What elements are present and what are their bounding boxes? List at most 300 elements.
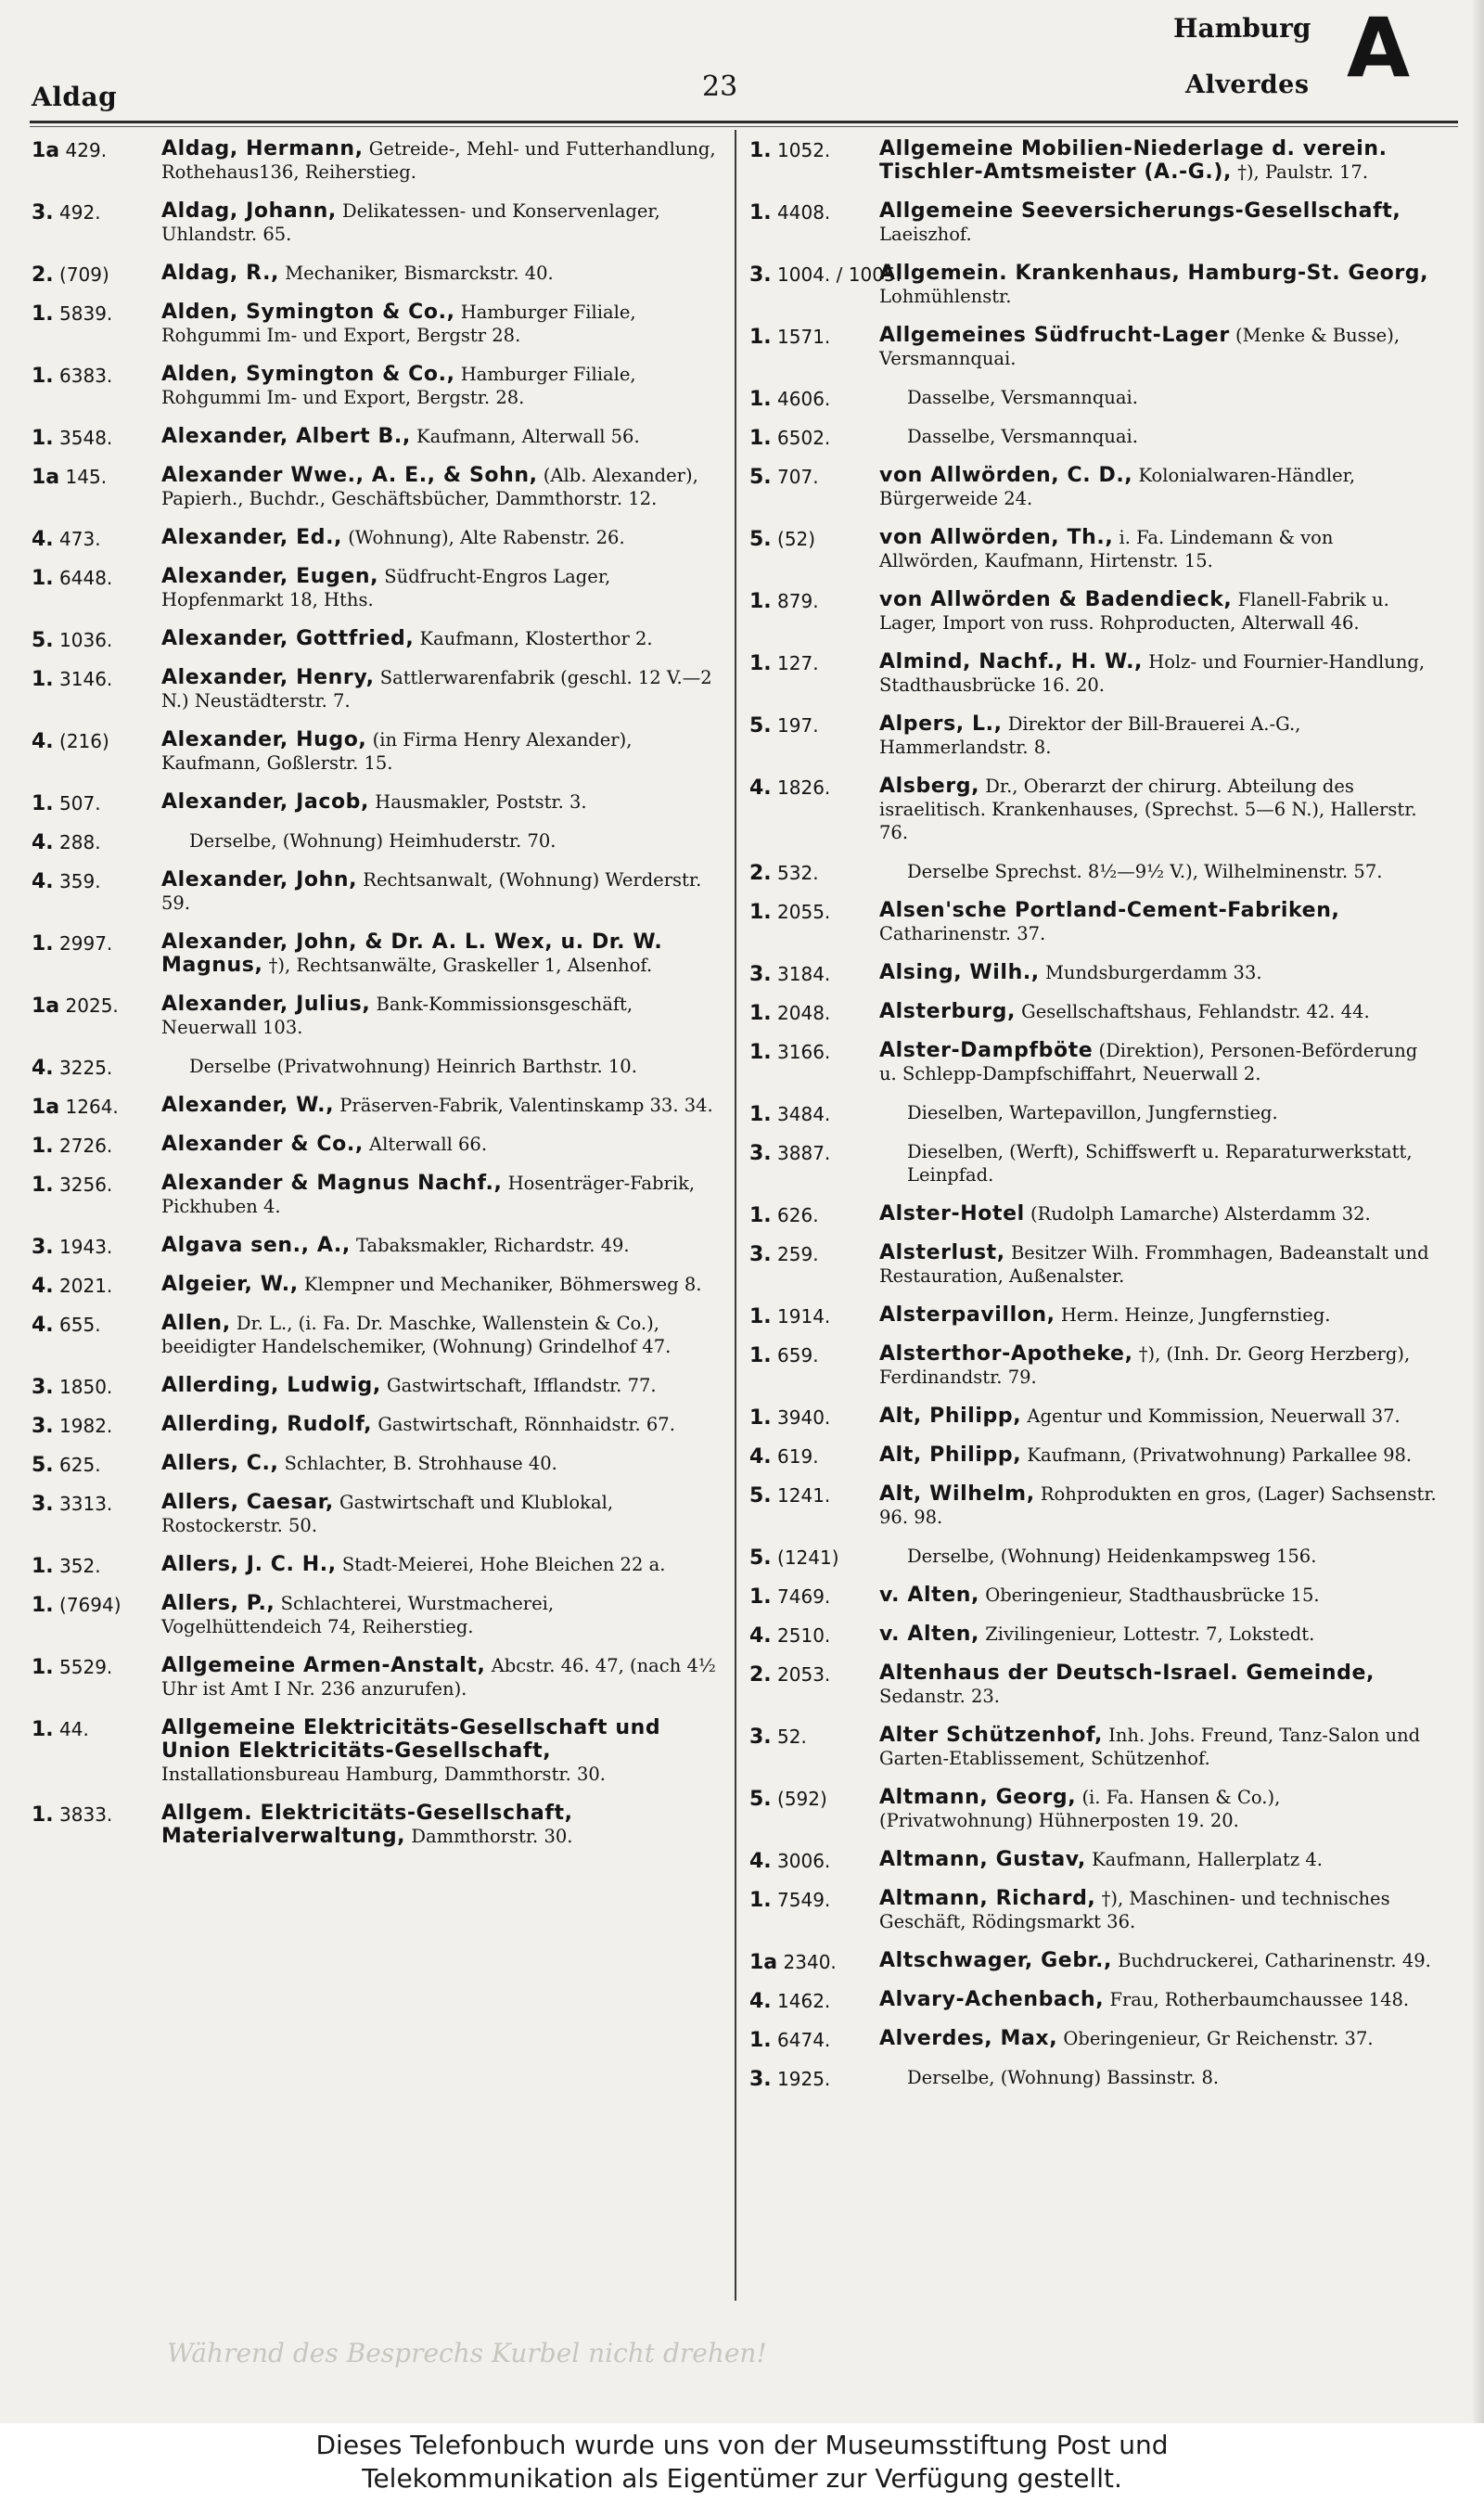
- directory-entry: [32, 1491, 720, 1537]
- entry-phone-number: [32, 831, 160, 854]
- subscriber-detail: Zivilingenieur, Lottestr. 7, Lokstedt.: [985, 1623, 1315, 1645]
- line-number: 359.: [59, 870, 101, 892]
- directory-entry: [749, 899, 1438, 945]
- exchange-office: 1.: [749, 1041, 772, 1064]
- exchange-office: 1.: [32, 1135, 54, 1158]
- directory-entry: [749, 137, 1438, 184]
- entry-text: [161, 1413, 720, 1436]
- exchange-office: 1.: [32, 932, 54, 956]
- subscriber-name: v. Alten,: [879, 1623, 979, 1646]
- entry-phone-number: [749, 427, 877, 450]
- line-number: 3006.: [777, 1850, 831, 1872]
- subscriber-detail: Derselbe, (Wohnung) Heidenkampsweg 156.: [907, 1546, 1317, 1567]
- directory-entry: [32, 262, 720, 285]
- subscriber-name: Algava sen., A.,: [161, 1234, 351, 1257]
- exchange-office: 1.: [749, 652, 772, 675]
- directory-entry: [32, 1802, 720, 1848]
- ownership-footer: [0, 2423, 1484, 2502]
- entry-text: [161, 1802, 720, 1848]
- subscriber-name: Allgemeine Armen-Anstalt,: [161, 1654, 486, 1677]
- entry-text: [161, 1094, 720, 1117]
- directory-entry: [749, 1887, 1438, 1933]
- entry-phone-number: [32, 932, 160, 956]
- directory-entry: [32, 1055, 720, 1078]
- entry-phone-number: [32, 1555, 160, 1578]
- subscriber-name: Alsing, Wilh.,: [879, 961, 1040, 984]
- subscriber-name: Alt, Philipp,: [879, 1405, 1022, 1428]
- subscriber-detail: Dasselbe, Versmannquai.: [907, 387, 1138, 408]
- directory-entry: [749, 1584, 1438, 1607]
- subscriber-name: v. Alten,: [879, 1584, 979, 1607]
- entry-text: [907, 1101, 1438, 1124]
- directory-entry: [749, 1405, 1438, 1428]
- exchange-office: 3.: [32, 1376, 54, 1399]
- subscriber-name: Alexander Wwe., A. E., & Sohn,: [161, 464, 538, 487]
- entry-phone-number: [32, 1096, 160, 1119]
- directory-entry: [32, 363, 720, 409]
- directory-entry: [32, 565, 720, 611]
- subscriber-detail: Sedanstr. 23.: [879, 1686, 1000, 1707]
- entry-text: [879, 1443, 1438, 1467]
- entry-text: [879, 2027, 1438, 2050]
- subscriber-detail: Kaufmann, Alterwall 56.: [416, 426, 640, 447]
- line-number: 655.: [59, 1314, 101, 1336]
- line-number: 1982.: [59, 1415, 113, 1437]
- entry-phone-number: [32, 1454, 160, 1477]
- line-number: 6448.: [59, 567, 113, 589]
- entry-text: [879, 1988, 1438, 2011]
- subscriber-detail: Installationsbureau Hamburg, Dammthorstr. 30.: [161, 1764, 606, 1785]
- entry-text: [161, 1234, 720, 1257]
- entry-phone-number: [32, 1656, 160, 1679]
- subscriber-name: Alter Schützenhof,: [879, 1724, 1103, 1747]
- exchange-office: 3.: [32, 1236, 54, 1259]
- subscriber-name: Alsberg,: [879, 775, 980, 798]
- directory-entry: [749, 712, 1438, 759]
- entry-phone-number: [749, 1788, 877, 1811]
- subscriber-name: Allgemeine Seeversicherungs-Gesellschaft,: [879, 199, 1401, 223]
- entry-phone-number: [32, 528, 160, 551]
- header-rule-thin: [30, 126, 1458, 127]
- entry-phone-number: [32, 365, 160, 388]
- entry-text: [161, 464, 720, 510]
- line-number: (709): [59, 263, 109, 286]
- exchange-office: 1.: [749, 326, 772, 349]
- subscriber-detail: Kaufmann, Hallerplatz 4.: [1092, 1849, 1323, 1870]
- directory-entry: [749, 526, 1438, 572]
- subscriber-detail: Kaufmann, (Privatwohnung) Parkallee 98.: [1027, 1444, 1413, 1466]
- exchange-office: 1a: [32, 1096, 60, 1119]
- subscriber-name: Altschwager, Gebr.,: [879, 1949, 1112, 1972]
- subscriber-name: Allgemeines Südfrucht-Lager: [879, 324, 1230, 347]
- entry-text: [161, 666, 720, 712]
- directory-entry: [749, 961, 1438, 984]
- directory-entry: [749, 1039, 1438, 1085]
- subscriber-name: Alexander, John,: [161, 868, 358, 892]
- subscriber-detail: Rohprodukten en gros, (Lager) Sachsenstr. 96. 98.: [879, 1483, 1437, 1528]
- exchange-office: 2.: [32, 263, 54, 287]
- line-number: (52): [777, 528, 816, 550]
- entry-text: [907, 2066, 1438, 2089]
- line-number: 619.: [777, 1445, 819, 1468]
- exchange-office: 1.: [749, 901, 772, 924]
- page-edge-shadow: [1471, 0, 1484, 2423]
- exchange-office: 1.: [749, 1103, 772, 1126]
- subscriber-name: Altenhaus der Deutsch-Israel. Gemeinde,: [879, 1662, 1375, 1685]
- subscriber-detail: †), Paulstr. 17.: [1237, 161, 1369, 183]
- line-number: 352.: [59, 1555, 101, 1577]
- subscriber-name: Allgem. Elektricitäts-Gesellschaft, Materialverwaltung,: [161, 1802, 573, 1848]
- exchange-office: 4.: [749, 1850, 772, 1873]
- directory-entry: [749, 1202, 1438, 1225]
- line-number: 2726.: [59, 1135, 113, 1157]
- exchange-office: 4.: [32, 870, 54, 893]
- faint-footer-note: Während des Besprechs Kurbel nicht drehen!: [167, 2338, 767, 2368]
- line-number: 52.: [777, 1726, 807, 1748]
- exchange-office: 1.: [749, 1889, 772, 1912]
- subscriber-name: Allgemeine Elektricitäts-Gesellschaft und Union Elektricitäts-Gesellschaft,: [161, 1716, 661, 1763]
- line-number: 659.: [777, 1344, 819, 1366]
- entry-phone-number: [32, 629, 160, 652]
- exchange-office: 3.: [749, 1142, 772, 1165]
- directory-entry: [749, 1241, 1438, 1288]
- entry-text: [161, 1716, 720, 1786]
- entry-phone-number: [749, 1305, 877, 1328]
- exchange-office: 1.: [749, 1344, 772, 1367]
- line-number: 707.: [777, 466, 819, 488]
- entry-text: [879, 1887, 1438, 1933]
- subscriber-name: Allerding, Ludwig,: [161, 1374, 381, 1397]
- directory-entry: [749, 1949, 1438, 1972]
- entry-phone-number: [749, 528, 877, 551]
- subscriber-detail: Dr., Oberarzt der chirurg. Abteilung des israelitisch. Krankenhauses, (Sprechst. 5—6 N.), Hallerstr. 76.: [879, 776, 1417, 843]
- entry-text: [161, 137, 720, 184]
- directory-entry: [749, 588, 1438, 635]
- subscriber-detail: Besitzer Wilh. Frommhagen, Badeanstalt und Restauration, Außenalster.: [879, 1242, 1429, 1287]
- line-number: 1850.: [59, 1376, 113, 1398]
- entry-text: [879, 1405, 1438, 1428]
- footer-line-2: Telekommunikation als Eigentümer zur Verfügung gestellt.: [362, 2463, 1122, 2494]
- subscriber-detail: Sattlerwarenfabrik (geschl. 12 V.—2 N.) Neustädterstr. 7.: [161, 667, 712, 712]
- directory-entry: [32, 627, 720, 650]
- subscriber-name: Alsterburg,: [879, 1000, 1016, 1023]
- directory-entry: [32, 1716, 720, 1786]
- line-number: 1036.: [59, 629, 113, 651]
- directory-entry: [749, 1545, 1438, 1568]
- header-rule: [30, 121, 1458, 123]
- line-number: 429.: [65, 139, 108, 161]
- entry-text: [879, 961, 1438, 984]
- entry-text: [161, 1553, 720, 1576]
- entry-phone-number: [749, 652, 877, 675]
- directory-entry: [32, 993, 720, 1039]
- entry-text: [879, 1724, 1438, 1770]
- entry-text: [879, 650, 1438, 697]
- entry-phone-number: [32, 994, 160, 1018]
- exchange-office: 1.: [32, 792, 54, 815]
- exchange-office: 1.: [32, 1555, 54, 1578]
- subscriber-detail: (i. Fa. Hansen & Co.), (Privatwohnung) Hühnerposten 19. 20.: [879, 1787, 1281, 1831]
- directory-entry: [749, 464, 1438, 510]
- subscriber-name: Alexander, Ed.,: [161, 526, 342, 549]
- entry-phone-number: [749, 1344, 877, 1367]
- directory-entry: [749, 2027, 1438, 2050]
- left-catchword: Aldag: [32, 82, 118, 112]
- line-number: 3225.: [59, 1057, 113, 1079]
- line-number: 2997.: [59, 932, 113, 955]
- subscriber-name: Alsterpavillon,: [879, 1303, 1055, 1327]
- exchange-office: 1.: [32, 302, 54, 326]
- entry-phone-number: [749, 1624, 877, 1648]
- subscriber-detail: Lohmühlenstr.: [879, 286, 1012, 307]
- subscriber-name: von Allwörden, C. D.,: [879, 464, 1133, 487]
- line-number: 3166.: [777, 1041, 831, 1063]
- subscriber-detail: Hausmakler, Poststr. 3.: [375, 791, 587, 813]
- line-number: 2340.: [783, 1951, 837, 1973]
- entry-phone-number: [749, 1243, 877, 1266]
- subscriber-detail: Stadt-Meierei, Hohe Bleichen 22 a.: [341, 1554, 666, 1575]
- line-number: 3313.: [59, 1493, 113, 1515]
- line-number: 473.: [59, 528, 101, 550]
- subscriber-detail: †), (Inh. Dr. Georg Herzberg), Ferdinandstr. 79.: [879, 1343, 1411, 1388]
- exchange-office: 1.: [749, 427, 772, 450]
- line-number: 259.: [777, 1243, 819, 1265]
- entry-text: [879, 712, 1438, 759]
- directory-entry: [32, 1094, 720, 1117]
- exchange-office: 4.: [32, 1314, 54, 1337]
- subscriber-name: Alsterlust,: [879, 1241, 1005, 1264]
- exchange-office: 1.: [749, 1406, 772, 1430]
- subscriber-detail: Rechtsanwalt, (Wohnung) Werderstr. 59.: [161, 869, 702, 914]
- line-number: 625.: [59, 1454, 101, 1476]
- line-number: 288.: [59, 831, 101, 853]
- exchange-office: 5.: [32, 629, 54, 652]
- line-number: 4408.: [777, 201, 831, 224]
- entry-phone-number: [749, 1142, 877, 1165]
- subscriber-name: Alverdes, Max,: [879, 2027, 1058, 2050]
- exchange-office: 5.: [749, 528, 772, 551]
- entry-text: [161, 868, 720, 915]
- subscriber-detail: Gastwirtschaft und Klublokal, Rostockerstr. 50.: [161, 1492, 614, 1536]
- directory-entry: [32, 1133, 720, 1156]
- exchange-office: 2.: [749, 1663, 772, 1687]
- entry-text: [907, 386, 1438, 409]
- exchange-office: 5.: [749, 1788, 772, 1811]
- page-number: 23: [702, 71, 738, 103]
- entry-phone-number: [32, 668, 160, 691]
- subscriber-detail: (Rudolph Lamarche) Alsterdamm 32.: [1030, 1203, 1371, 1225]
- exchange-office: 3.: [32, 201, 54, 225]
- exchange-office: 1.: [32, 1718, 54, 1741]
- line-number: 1462.: [777, 1990, 831, 2012]
- exchange-office: 3.: [749, 1243, 772, 1266]
- line-number: 3484.: [777, 1103, 831, 1125]
- entry-phone-number: [32, 1594, 160, 1617]
- subscriber-detail: Dr. L., (i. Fa. Dr. Maschke, Wallenstein & Co.), beeidigter Handelschemiker, (Wohnung) Grindelhof 47.: [161, 1313, 672, 1357]
- subscriber-detail: Dieselben, Wartepavillon, Jungfernstieg.: [907, 1102, 1278, 1123]
- subscriber-detail: Abcstr. 46. 47, (nach 4½ Uhr ist Amt I Nr. 236 anzurufen).: [161, 1655, 716, 1700]
- entry-phone-number: [749, 590, 877, 613]
- entry-text: [907, 425, 1438, 448]
- subscriber-detail: Gastwirtschaft, Ifflandstr. 77.: [387, 1375, 657, 1396]
- directory-entry: [32, 1312, 720, 1358]
- exchange-office: 5.: [749, 714, 772, 738]
- subscriber-detail: (Alb. Alexander), Papierh., Buchdr., Geschäftsbücher, Dammthorstr. 12.: [161, 465, 698, 509]
- subscriber-name: Altmann, Richard,: [879, 1887, 1096, 1910]
- exchange-office: 1.: [749, 1305, 772, 1328]
- subscriber-name: Allerding, Rudolf,: [161, 1413, 373, 1436]
- line-number: 532.: [777, 862, 819, 884]
- exchange-office: 3.: [32, 1415, 54, 1438]
- exchange-office: 5.: [749, 466, 772, 489]
- subscriber-detail: (Wohnung), Alte Rabenstr. 26.: [348, 527, 625, 548]
- line-number: 3184.: [777, 963, 831, 985]
- directory-entry: [32, 1553, 720, 1576]
- line-number: 5839.: [59, 302, 113, 325]
- entry-phone-number: [749, 1585, 877, 1609]
- line-number: 3940.: [777, 1406, 831, 1429]
- directory-entry: [32, 1592, 720, 1638]
- entry-phone-number: [32, 1275, 160, 1298]
- entry-text: [879, 1039, 1438, 1085]
- exchange-office: 1.: [749, 1585, 772, 1609]
- entry-phone-number: [749, 1663, 877, 1687]
- line-number: 1925.: [777, 2068, 831, 2090]
- entry-text: [879, 262, 1438, 308]
- line-number: 1914.: [777, 1305, 831, 1328]
- entry-text: [161, 993, 720, 1039]
- line-number: 6383.: [59, 365, 113, 387]
- exchange-office: 1.: [32, 567, 54, 590]
- line-number: 2021.: [59, 1275, 113, 1297]
- entry-text: [879, 1584, 1438, 1607]
- right-column: [749, 137, 1438, 2105]
- entry-text: [879, 1342, 1438, 1389]
- subscriber-detail: Klempner und Mechaniker, Böhmersweg 8.: [303, 1274, 702, 1295]
- subscriber-detail: Derselbe Sprechst. 8½—9½ V.), Wilhelminenstr. 57.: [907, 861, 1383, 882]
- directory-entry: [749, 1140, 1438, 1187]
- exchange-office: 4.: [32, 730, 54, 753]
- directory-entry: [32, 1413, 720, 1436]
- entry-phone-number: [32, 870, 160, 893]
- line-number: 492.: [59, 201, 101, 224]
- subscriber-detail: Dieselben, (Werft), Schiffswerft u. Reparaturwerkstatt, Leinpfad.: [907, 1141, 1413, 1186]
- subscriber-name: Alt, Philipp,: [879, 1443, 1022, 1467]
- entry-text: [161, 425, 720, 448]
- entry-text: [907, 860, 1438, 883]
- line-number: 3146.: [59, 668, 113, 690]
- exchange-office: 1.: [32, 1803, 54, 1827]
- entry-phone-number: [32, 792, 160, 815]
- line-number: 1264.: [65, 1096, 119, 1118]
- subscriber-detail: Laeiszhof.: [879, 224, 972, 245]
- entry-phone-number: [749, 388, 877, 411]
- subscriber-detail: i. Fa. Lindemann & von Allwörden, Kaufmann, Hirtenstr. 15.: [879, 527, 1334, 571]
- exchange-office: 1.: [32, 1656, 54, 1679]
- line-number: (1241): [777, 1546, 839, 1569]
- line-number: 2025.: [65, 994, 119, 1017]
- entry-text: [161, 1172, 720, 1218]
- directory-entry: [32, 137, 720, 184]
- exchange-office: 4.: [32, 831, 54, 854]
- line-number: 127.: [777, 652, 819, 674]
- subscriber-detail: Inh. Johs. Freund, Tanz-Salon und Garten-Etablissement, Schützenhof.: [879, 1725, 1421, 1769]
- directory-entry: [32, 1452, 720, 1475]
- entry-phone-number: [32, 263, 160, 287]
- line-number: 2053.: [777, 1663, 831, 1686]
- entry-phone-number: [749, 862, 877, 885]
- directory-entry: [749, 1988, 1438, 2011]
- line-number: 3887.: [777, 1142, 831, 1164]
- entry-phone-number: [32, 302, 160, 326]
- subscriber-name: Allen,: [161, 1312, 231, 1335]
- subscriber-name: Almind, Nachf., H. W.,: [879, 650, 1143, 674]
- entry-text: [879, 464, 1438, 510]
- entry-phone-number: [32, 1718, 160, 1741]
- exchange-office: 1.: [32, 668, 54, 691]
- subscriber-detail: Dammthorstr. 30.: [411, 1826, 573, 1847]
- directory-entry: [749, 1662, 1438, 1708]
- subscriber-name: Alexander, Albert B.,: [161, 425, 411, 448]
- exchange-office: 1.: [749, 139, 772, 162]
- exchange-office: 1.: [32, 365, 54, 388]
- subscriber-detail: Derselbe, (Wohnung) Heimhuderstr. 70.: [189, 830, 556, 852]
- subscriber-detail: Gastwirtschaft, Rönnhaidstr. 67.: [377, 1414, 675, 1435]
- directory-entry: [32, 425, 720, 448]
- exchange-office: 1.: [749, 1002, 772, 1025]
- entry-phone-number: [749, 201, 877, 225]
- subscriber-name: Allers, Caesar,: [161, 1491, 334, 1514]
- entry-text: [161, 790, 720, 814]
- entry-text: [879, 1241, 1438, 1288]
- subscriber-name: Alden, Symington & Co.,: [161, 363, 455, 386]
- line-number: 1571.: [777, 326, 831, 348]
- directory-entry: [32, 790, 720, 814]
- entry-text: [879, 1949, 1438, 1972]
- entry-phone-number: [749, 963, 877, 986]
- exchange-office: 1.: [32, 427, 54, 450]
- exchange-office: 4.: [749, 1990, 772, 2013]
- directory-entry: [749, 262, 1438, 308]
- subscriber-detail: (in Firma Henry Alexander), Kaufmann, Goßlerstr. 15.: [161, 729, 633, 774]
- exchange-office: 5.: [749, 1546, 772, 1570]
- exchange-office: 1.: [32, 1594, 54, 1617]
- exchange-office: 1a: [32, 139, 60, 162]
- directory-entry: [32, 666, 720, 712]
- entry-text: [161, 1491, 720, 1537]
- directory-entry: [32, 728, 720, 775]
- subscriber-detail: Hamburger Filiale, Rohgummi Im- und Export, Bergstr. 28.: [161, 364, 636, 408]
- subscriber-detail: Mundsburgerdamm 33.: [1044, 962, 1262, 983]
- exchange-office: 1.: [749, 590, 772, 613]
- subscriber-detail: Alterwall 66.: [369, 1134, 488, 1155]
- subscriber-name: Alster-Dampfböte: [879, 1039, 1094, 1062]
- entry-phone-number: [749, 1484, 877, 1508]
- subscriber-detail: Delikatessen- und Konservenlager, Uhlandstr. 65.: [161, 200, 660, 245]
- entry-text: [879, 588, 1438, 635]
- exchange-office: 4.: [32, 1275, 54, 1298]
- subscriber-detail: Dasselbe, Versmannquai.: [907, 426, 1138, 447]
- entry-text: [879, 1202, 1438, 1225]
- entry-text: [161, 1312, 720, 1358]
- subscriber-name: Allgemeine Mobilien-Niederlage d. verein. Tischler-Amtsmeister (A.-G.),: [879, 137, 1388, 184]
- entry-phone-number: [749, 1445, 877, 1469]
- subscriber-detail: Mechaniker, Bismarckstr. 40.: [285, 263, 554, 284]
- subscriber-detail: Derselbe (Privatwohnung) Heinrich Barthstr. 10.: [189, 1056, 637, 1077]
- line-number: 507.: [59, 792, 101, 815]
- directory-entry: [32, 930, 720, 977]
- line-number: 44.: [59, 1718, 89, 1740]
